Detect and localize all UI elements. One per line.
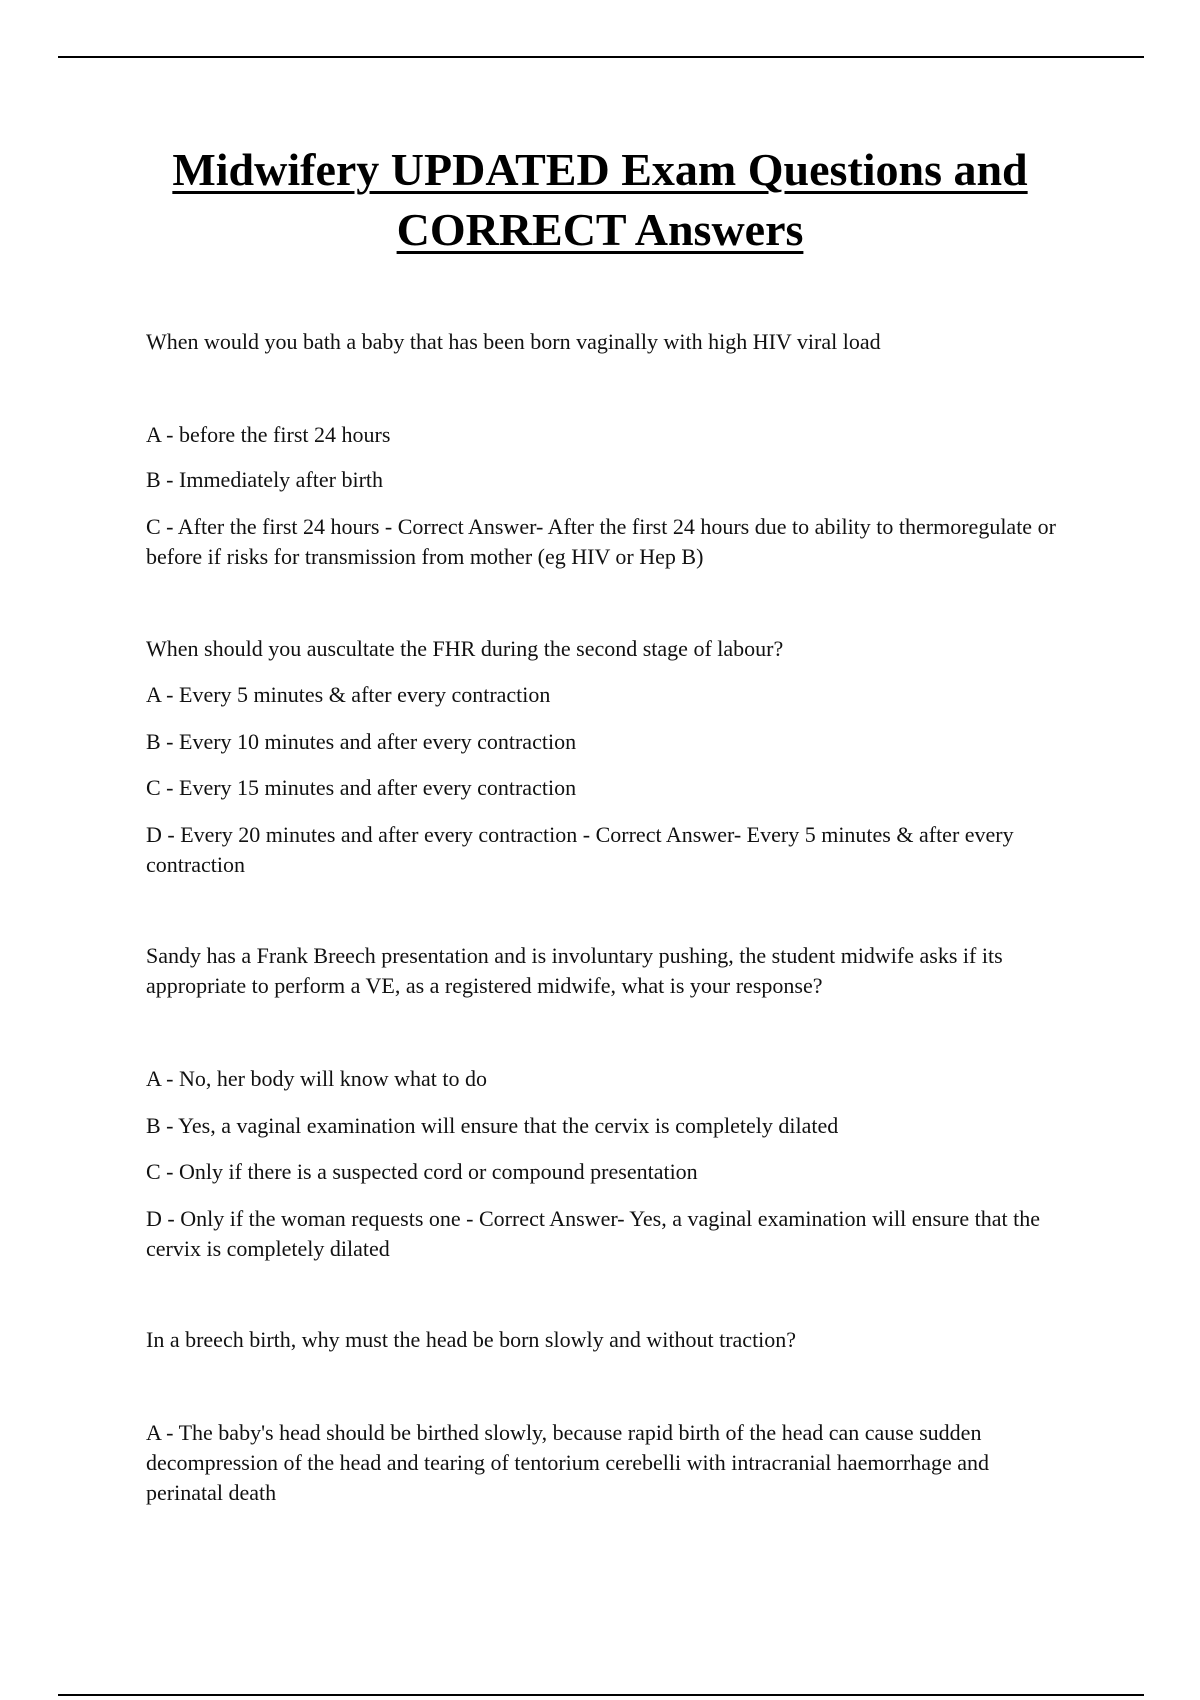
question-2-option-b: B - Every 10 minutes and after every contraction bbox=[146, 729, 577, 754]
top-rule bbox=[58, 56, 1144, 58]
title-line-1: Midwifery UPDATED Exam Questions and bbox=[172, 144, 1028, 195]
question-1-text: When would you bath a baby that has been born vaginally with high HIV viral load bbox=[146, 329, 881, 354]
question-4-text: In a breech birth, why must the head be born slowly and without traction? bbox=[146, 1327, 797, 1352]
question-3-option-d: D - Only if the woman requests one - Correct Answer- Yes, a vaginal examination will ensure that the cervix is completely dilated bbox=[146, 1206, 1041, 1261]
page-title bbox=[100, 140, 1100, 260]
title-line-2: CORRECT Answers bbox=[396, 204, 804, 255]
question-1-option-a: A - before the first 24 hours bbox=[146, 422, 391, 447]
question-2-text: When should you auscultate the FHR during the second stage of labour? bbox=[146, 636, 784, 661]
question-1-option-b: B - Immediately after birth bbox=[146, 467, 384, 492]
question-3-text: Sandy has a Frank Breech presentation and is involuntary pushing, the student midwife asks if its appropriate to perform a VE, as a registered midwife, what is your response? bbox=[146, 943, 1003, 998]
question-3-option-a: A - No, her body will know what to do bbox=[146, 1066, 487, 1091]
question-1-option-c: C - After the first 24 hours - Correct Answer- After the first 24 hours due to ability to thermoregulate or before if risks for transmission from mother (eg HIV or Hep B) bbox=[146, 514, 1056, 569]
question-2-option-a: A - Every 5 minutes & after every contraction bbox=[146, 682, 551, 707]
question-4-option-a: A - The baby's head should be birthed slowly, because rapid birth of the head can cause sudden decompression of the head and tearing of tentorium cerebelli with intracranial haemorrhage and perinatal death bbox=[146, 1420, 989, 1505]
question-2-option-d: D - Every 20 minutes and after every contraction - Correct Answer- Every 5 minutes & after every contraction bbox=[146, 822, 1014, 877]
question-3-option-b: B - Yes, a vaginal examination will ensure that the cervix is completely dilated bbox=[146, 1113, 839, 1138]
bottom-rule bbox=[58, 1694, 1144, 1696]
question-3-option-c: C - Only if there is a suspected cord or compound presentation bbox=[146, 1159, 698, 1184]
question-2-option-c: C - Every 15 minutes and after every contraction bbox=[146, 775, 577, 800]
